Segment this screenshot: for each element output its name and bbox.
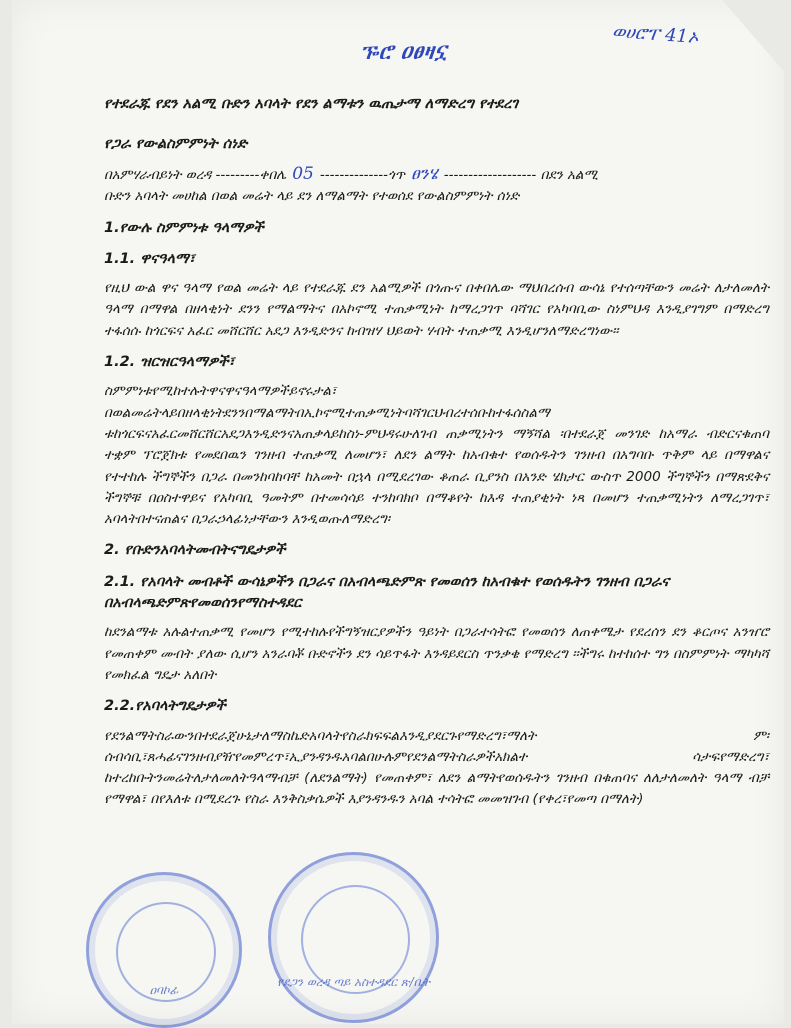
section-2-1-heading: 2.1. የአባላት መብቶች ውሳኔዎችን በጋራና በአብላጫድምጽ የመወሰን ከአብቁተ የወሰዱትን ገንዘብ በጋራና በአብላጫድምጽየመወሰንየማስተዳደር xyxy=(104,573,670,612)
document-subtitle: የጋራ የውልስምምነት ሰነድ xyxy=(104,135,248,152)
section-2-2-heading: 2.2.የአባላትግዴታዎች xyxy=(104,698,226,715)
section-1-heading: 1.የውሉ ስምምነቱ ዓላማዎች xyxy=(104,219,264,236)
handwritten-reference-top: ᎏሮ ዐፀዛኗ xyxy=(360,40,447,65)
official-stamp-right xyxy=(268,852,439,1023)
section-1-1-heading: 1.1. ዋናዓላማ፣ xyxy=(104,250,195,267)
stamp-right-text: የደጋን ወረዳ ጣይ አስተዳደር ጽ/ቤት xyxy=(276,975,431,990)
section-2-1-body: ከደንልማቱ አሉልተጠቃሚ የመሆን የሚተከሉየችግኝዝርያዎችን ዓይነት በጋራተሳትፎ የመወሰን ለጠቀሜታ የደረሰን ደን ቆርጦና አንዠሮ የመጠቀም መብት ያለው ሲሆን አንራባቾ ቡድኖችን ደን ሳይጥፋት እንዳይደርስ ጥንቃቄ የማድረግ ፡፡ችግሩ ከተከሰተ ግን በስምምነት ማካካሻ የመክፈል ግዴታ አለበት xyxy=(104,624,769,683)
section-1-1-body: የዚህ ውል ዋና ዓላማ የወል መሬት ላይ የተደራጁ ደን አልሚዎች በጎጡና በቀበሌው ማህበረሰብ ውሳኔ የተሰጣቸውን መሬት ለታለመለት ዓላማ በማዋል በዘላቂነት ደንን የማልማትና በአኮኖሚ ተጠቃሚነት ከማረጋገጥ ባሻገር የአካባቢው ስነምህዳ እንዲያገግም በማድረግ ተፋሰሱ ከጎርፍና አፈር መሸርሸር አደጋ እንዲድንና ከብዝሃ ህይወት ሃብት ተጠቃሚ እንዲሆንለማድረግነው፡፡ xyxy=(104,280,769,339)
section-2-heading: 2. የቡድንአባላትመብትናግዴታዎች xyxy=(104,542,286,559)
intro-woreda: በአምሃራብይነት ወረዳ ---------ቀበሌ xyxy=(104,167,287,183)
intro-line xyxy=(104,164,769,186)
handwritten-kebele: 05 xyxy=(292,164,314,184)
intro-line-2: ቡድን አባላት መሀከል በወል መሬት ላይ ደን ለማልማት የተወሰደ የውልስምምነት ሰነድ xyxy=(104,188,520,205)
section-1-2-heading: 1.2. ዝርዝርዓላማዎች፣ xyxy=(104,354,235,371)
handwritten-got: ፀንሄ xyxy=(411,164,438,184)
stamp-left-text: ዐባኮፊ xyxy=(149,983,179,997)
section-1-2-body: ስምምነቱየሚከተሉትዋናዋናዓላማዎችይኖሩታል፣ በወልመሬትላይበዘላቂነትደንንበማልማትበኢኮኖሚተጠቃሚነትባሻገርህብረተሰቡከተፋሰስልማ ቱከጎርፍናአፈርመሸርሸርአደጋእንዲድንናአጠቃላይከስነ-ምህዳሩሁለገብ ጠቃሚነትን ማኝሻል ፡በተደራጀ መንገድ ከአማራ ብድርናቁጠባ ተቋም ፕሮጀክቱ የመደበዉን ገንዘብ ተጠቃሚ ለመሆን፣ ለደን ልማት ከአብቁተ የወሰዱትን ገንዘብ በአግባቡ ጥቅም ላይ በማዋልና የተተከሉ ችግኞችን በጋራ በመንከባከባቸ ከአመት በኋላ በሚደረገው ቆጠራ ቢያንስ በአንድ ሄክታር ውስጥ 2000 ችግኞችን በማጽደቅና ችግኞቹ በዐስተዋይና የአካባቢ ዓመትም በተመሳሳይ ተንከባክቦ በማቆየት ከእዳ ተጠያቂነት ነጻ በመሆን ተጠቃሚነትን ለማረጋገጥ፣ አባላትበተናጠልና በጋራኃላፊነታቸውን እንዲወጡለማድረግ፡ xyxy=(104,383,769,528)
section-2-2-body: የደንልማትስራውንበተደራጀሁኔታለማስኬድአባላትየስራክፍፍልእንዲያደርጉየማድረግ፣ማለት ም፡ሰብሳቢ፣ጸሓፊናገንዘብያዥየመምረጥ፣ኢያንዳንዱአባልበሁሉምየደንልማትስራዎችአክልተ ሳታፍየማድረግ፣ ከተረከቡትንመሬትለታለመለትዓላማብቻ (ለደንልማት) የመጠቀም፣ ለደን ልማትየወሰዱትን ገንዘብ በቁጠባና ለለታለመለት ዓላማ ብቻ የማዋል፣ በየእለቱ በሚደረጉ የስራ እንቅስቃሴዎች እያንዳንዱን አባል ተሳትፎ መመዝገብ (የቀረ፣የመጣ በማለት) xyxy=(104,727,769,808)
document-title: የተደራጁ የደን አልሚ ቡድን አባላት የደን ልማቱን ዉጤታማ ለማድረግ የተደረገ xyxy=(104,95,519,112)
intro-tail: ------------------- በደን አልሚ xyxy=(443,167,598,183)
document-body xyxy=(104,84,769,817)
official-stamp-left xyxy=(86,872,242,1028)
intro-got: --------------ጎጥ xyxy=(319,167,406,183)
handwritten-reference-corner: ወሀሮፐ 41ኦ xyxy=(611,21,700,48)
